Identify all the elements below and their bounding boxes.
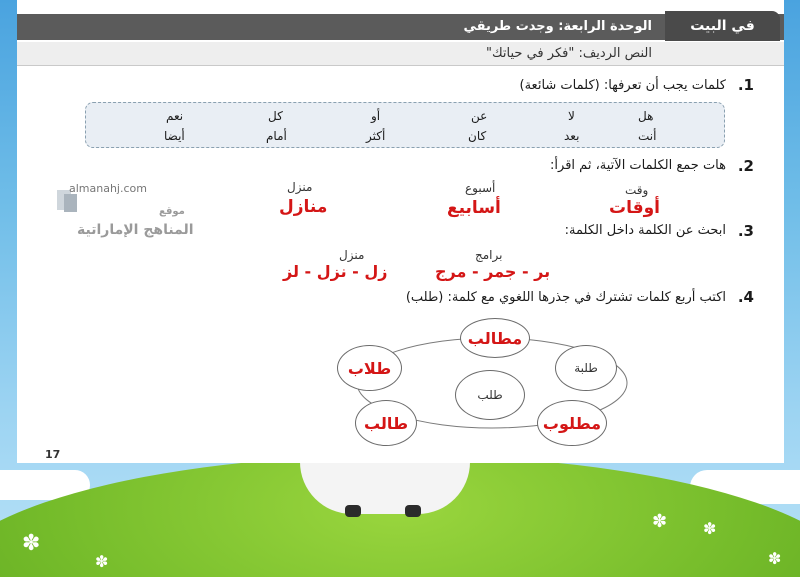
watermark-line1: موقع bbox=[159, 206, 185, 217]
singular-word: منزل bbox=[287, 180, 313, 194]
word: لا bbox=[568, 109, 575, 123]
word: نعم bbox=[166, 109, 184, 123]
q1-number: .1 bbox=[737, 76, 754, 94]
word: كان bbox=[468, 129, 487, 143]
watermark-line2: المناهج الإماراتية bbox=[77, 222, 194, 238]
sheep-leg bbox=[345, 505, 361, 517]
header-bar bbox=[17, 14, 784, 40]
q3-number: .3 bbox=[737, 222, 754, 240]
q4-number: .4 bbox=[737, 288, 754, 306]
sheep bbox=[300, 462, 470, 514]
center-word: طلب bbox=[477, 388, 503, 402]
header-tab: في البيت bbox=[665, 11, 780, 41]
q4-prompt: اكتب أربع كلمات تشترك في جذرها اللغوي مع كلمة: (طلب) bbox=[405, 290, 726, 305]
root-words-diagram bbox=[337, 318, 647, 448]
answer-inner-words: زل - نزل - لز bbox=[283, 262, 388, 281]
flower-icon: ✽ bbox=[652, 511, 668, 532]
word-circle bbox=[460, 318, 530, 358]
answer-root-word: مطلوب bbox=[542, 413, 602, 433]
answer-plural: منازل bbox=[279, 197, 328, 217]
q3-prompt: ابحث عن الكلمة داخل الكلمة: bbox=[564, 223, 726, 238]
answer-inner-words: بر - جمر - مرج bbox=[435, 262, 551, 281]
word: عن bbox=[471, 109, 488, 123]
answer-root-word: طالب bbox=[363, 413, 409, 433]
word-circle bbox=[337, 345, 402, 391]
word: أمام bbox=[266, 129, 287, 143]
given-word: طلبة bbox=[574, 361, 598, 375]
source-word: منزل bbox=[339, 248, 365, 262]
flower-icon: ✽ bbox=[95, 552, 109, 571]
word: أيضا bbox=[164, 129, 185, 143]
subtitle-bar bbox=[17, 42, 784, 66]
answer-plural: أوقات bbox=[609, 198, 660, 218]
flower-icon: ✽ bbox=[703, 519, 717, 538]
common-words-box bbox=[85, 102, 725, 148]
answer-root-word: طلاب bbox=[347, 358, 392, 378]
singular-word: أسبوع bbox=[465, 181, 496, 195]
q2-prompt: هات جمع الكلمات الآتية، ثم اقرأ: bbox=[550, 158, 726, 173]
answer-root-word: مطالب bbox=[467, 328, 523, 348]
word: هل bbox=[638, 109, 654, 123]
flower-icon: ✽ bbox=[768, 549, 782, 568]
singular-word: وقت bbox=[625, 183, 649, 197]
flower-icon: ✽ bbox=[22, 531, 41, 556]
word: أو bbox=[371, 109, 381, 123]
watermark-site: almanahj.com bbox=[69, 182, 147, 195]
center-circle bbox=[455, 370, 525, 420]
word: أنت bbox=[638, 129, 657, 143]
sheep-leg bbox=[405, 505, 421, 517]
q1-prompt: كلمات يجب أن تعرفها: (كلمات شائعة) bbox=[519, 78, 726, 93]
word: أكثر bbox=[366, 129, 386, 143]
q2-number: .2 bbox=[737, 157, 754, 175]
word-circle bbox=[555, 345, 617, 391]
answer-plural: أسابيع bbox=[447, 198, 501, 218]
subtitle: النص الرديف: "فكر في حياتك" bbox=[485, 46, 652, 61]
word-circle bbox=[355, 400, 417, 446]
workbook-page bbox=[17, 0, 784, 463]
word: بعد bbox=[564, 129, 580, 143]
unit-title: الوحدة الرابعة: وجدت طريقي bbox=[463, 19, 652, 34]
word: كل bbox=[268, 109, 283, 123]
page-number: 17 bbox=[45, 448, 61, 461]
word-circle bbox=[537, 400, 607, 446]
source-word: برامج bbox=[475, 248, 503, 262]
